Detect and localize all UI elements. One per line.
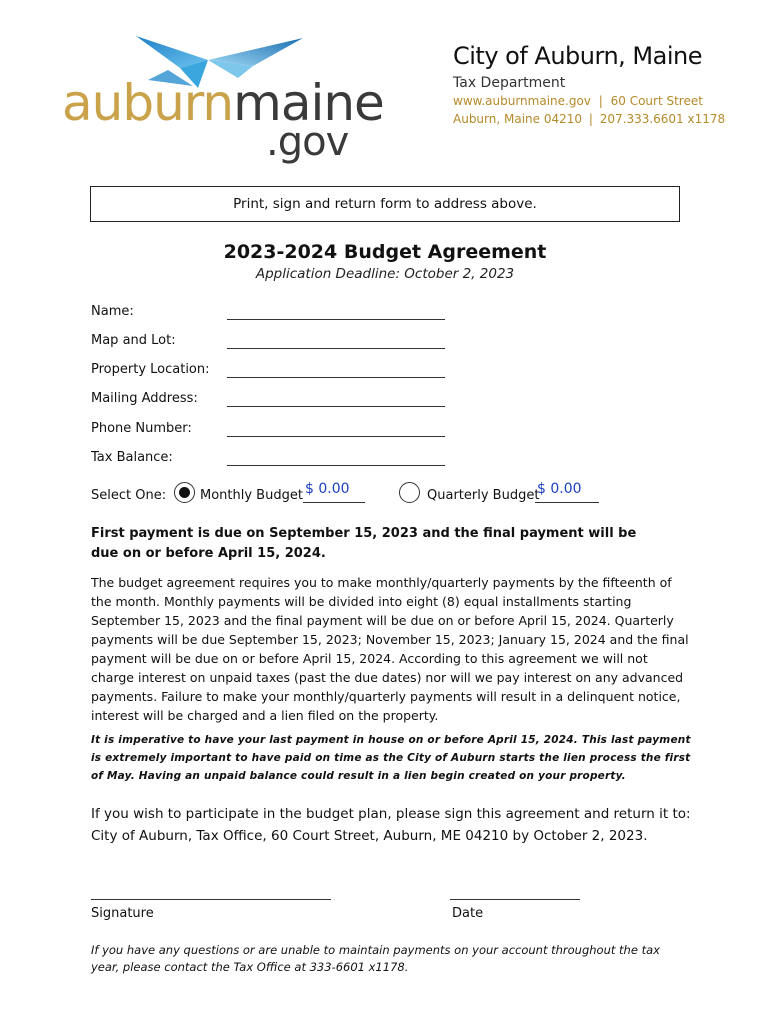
first-payment-notice: First payment is due on September 15, 2023 and the final payment will be due on or before April 15, 2024. bbox=[91, 526, 637, 561]
monthly-amount-value: $ 0.00 bbox=[305, 481, 350, 497]
notice-text: Print, sign and return form to address above. bbox=[233, 196, 537, 212]
agreement-terms: The budget agreement requires you to make monthly/quarterly payments by the fifteenth of the month. Monthly payments will be divided into eight (8) equal installments starting September 15, 2023 and the final payment will be due on or before April 15, 2024. Quarterly payments will be due September 15, 2023; November 15, 2023; January 15, 2024 and the final payment will be due on or before April 15, 2024. According to this agreement we will not charge interest on unpaid taxes (past the due dates) nor will we pay interest on any advanced payments. Failure to make your monthly/quarterly payments will result in a delinquent notice, interest will be charged and a lien filed on the property. bbox=[91, 575, 689, 723]
separator: | bbox=[588, 112, 593, 126]
property-location-field[interactable] bbox=[227, 376, 445, 378]
monthly-amount-field[interactable] bbox=[303, 501, 365, 503]
tax-balance-field[interactable] bbox=[227, 464, 445, 466]
logo-word-auburn: auburn bbox=[62, 74, 234, 132]
signature-field[interactable] bbox=[91, 898, 331, 900]
select-one-label: Select One: bbox=[91, 488, 167, 503]
website-link[interactable]: www.auburnmaine.gov bbox=[453, 94, 591, 108]
mailing-address-field[interactable] bbox=[227, 405, 445, 407]
application-deadline: Application Deadline: October 2, 2023 bbox=[255, 266, 515, 282]
footer-contact-note: If you have any questions or are unable to maintain payments on your account throughout the tax year, please contact the Tax Office at 333-6601 x1178. bbox=[91, 943, 660, 974]
phone-number: 207.333.6601 x1178 bbox=[599, 112, 726, 126]
participation-instructions: If you wish to participate in the budget plan, please sign this agreement and return it to: City of Auburn, Tax Office, 60 Court Street, Auburn, ME 04210 by October 2, 2023. bbox=[91, 806, 691, 844]
radio-selected-dot bbox=[179, 487, 190, 498]
property-location-label: Property Location: bbox=[91, 362, 210, 377]
phone-number-label: Phone Number: bbox=[91, 421, 192, 436]
signature-label: Signature bbox=[91, 906, 154, 921]
mailing-address-label: Mailing Address: bbox=[91, 391, 198, 406]
phone-number-field[interactable] bbox=[227, 435, 445, 437]
date-label: Date bbox=[452, 906, 484, 921]
name-label: Name: bbox=[91, 304, 134, 319]
contact-line-2 bbox=[453, 112, 725, 126]
quarterly-amount-field[interactable] bbox=[535, 501, 599, 503]
date-field[interactable] bbox=[450, 898, 580, 900]
street-address: 60 Court Street bbox=[610, 94, 703, 108]
quarterly-amount-value: $ 0.00 bbox=[537, 481, 582, 497]
city-title: City of Auburn, Maine bbox=[453, 42, 702, 70]
name-field[interactable] bbox=[227, 318, 445, 320]
logo-word-maine: maine bbox=[233, 74, 384, 132]
separator: | bbox=[598, 94, 603, 108]
monthly-budget-radio[interactable] bbox=[174, 482, 195, 503]
department-name: Tax Department bbox=[453, 75, 566, 91]
imperative-notice: It is imperative to have your last payment in house on or before April 15, 2024. This last payment is extremely important to have paid on time as the City of Auburn starts the lien process the first of May. Having an unpaid balance could result in a lien begin created on your property. bbox=[91, 734, 691, 782]
map-lot-label: Map and Lot: bbox=[91, 333, 176, 348]
monthly-budget-label: Monthly Budget bbox=[200, 488, 303, 503]
contact-line-1 bbox=[453, 94, 703, 108]
map-lot-field[interactable] bbox=[227, 347, 445, 349]
city-zip: Auburn, Maine 04210 bbox=[453, 112, 583, 126]
quarterly-budget-radio[interactable] bbox=[399, 482, 420, 503]
tax-balance-label: Tax Balance: bbox=[91, 450, 173, 465]
notice-box bbox=[90, 186, 680, 222]
logo-gov: .gov bbox=[266, 119, 349, 165]
quarterly-budget-label: Quarterly Budget bbox=[427, 488, 540, 503]
form-title: 2023-2024 Budget Agreement bbox=[223, 241, 547, 263]
